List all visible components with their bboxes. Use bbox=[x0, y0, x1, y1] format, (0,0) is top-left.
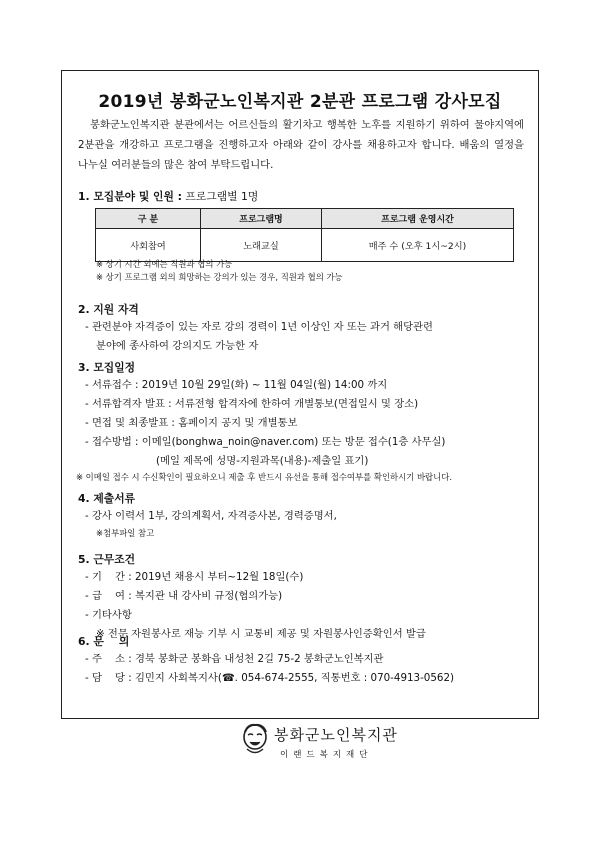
text-line: - 관련분야 자격증이 있는 자로 강의 경력이 1년 이상인 자 또는 과거 해당관련 bbox=[85, 321, 433, 333]
text-line: - 기타사항 bbox=[85, 609, 132, 621]
section-qualification bbox=[78, 302, 518, 356]
section-1-heading-label: 1. 모집분야 및 인원 : bbox=[78, 190, 182, 203]
table-cell: 매주 수 (오후 1시~2시) bbox=[322, 229, 514, 262]
recruitment-table bbox=[95, 208, 514, 262]
text-line: - 접수방법 : 이메일(bonghwa_noin@naver.com) 또는 방문 접수(1층 사무실) bbox=[85, 436, 446, 448]
section-1-heading bbox=[78, 189, 518, 205]
organization-name: 봉화군노인복지관 bbox=[274, 726, 398, 744]
text-line: - 급 여 : 복지관 내 강사비 규정(협의가능) bbox=[85, 590, 283, 602]
page-title: 2019년 봉화군노인복지관 2분관 프로그램 강사모집 bbox=[98, 92, 502, 112]
note-line: ※ 이메일 접수 시 수신확인이 필요하오니 제출 후 반드시 유선을 통해 접수여부를 확인하시기 바랍니다. bbox=[76, 472, 452, 482]
section-4-heading: 4. 제출서류 bbox=[78, 492, 136, 505]
section-1-heading-value: 프로그램별 1명 bbox=[181, 190, 259, 203]
intro-paragraph: 봉화군노인복지관 분관에서는 어르신들의 활기차고 행복한 노후를 지원하기 위하여 물야지역에 2분관을 개강하고 프로그램을 진행하고자 아래와 같이 강사를 채용하고자 합니다. 배움의 열정을 나누실 여러분들의 많은 참여 부탁드립니다. bbox=[78, 119, 524, 171]
section-contact bbox=[78, 634, 518, 688]
text-line: - 담 당 : 김민지 사회복지사(☎. 054-674-2555, 직통번호 : 070-4913-0562) bbox=[85, 672, 455, 684]
note-line: ※ 상기 프로그램 외의 희망하는 강의가 있는 경우, 직원과 협의 가능 bbox=[96, 272, 343, 282]
text-line: - 강사 이력서 1부, 강의계획서, 자격증사본, 경력증명서, bbox=[85, 510, 337, 522]
elder-face-icon bbox=[240, 722, 270, 756]
section-1-notes bbox=[78, 258, 518, 284]
table-row bbox=[96, 229, 514, 262]
text-line: 분야에 종사하여 강의지도 가능한 자 bbox=[96, 340, 259, 352]
table-header-row bbox=[96, 209, 514, 229]
text-line: - 서류접수 : 2019년 10월 29일(화) ~ 11월 04일(월) 14:00 까지 bbox=[85, 379, 388, 391]
text-line: - 주 소 : 경북 봉화군 봉화읍 내성천 2길 75-2 봉화군노인복지관 bbox=[85, 653, 384, 665]
section-documents bbox=[78, 491, 518, 540]
section-recruitment bbox=[78, 189, 518, 205]
text-line: ※ 전문 자원봉사로 재능 기부 시 교통비 제공 및 자원봉사인증확인서 발급 bbox=[96, 628, 426, 640]
note-line: ※첨부파일 참고 bbox=[96, 528, 155, 538]
table-cell: 사회참여 bbox=[96, 229, 201, 262]
organization-logo bbox=[240, 722, 400, 762]
table-cell: 노래교실 bbox=[201, 229, 322, 262]
text-line: (메일 제목에 성명-지원과목(내용)-제출일 표기) bbox=[156, 455, 369, 467]
section-conditions bbox=[78, 552, 518, 644]
table-header: 프로그램 운영시간 bbox=[322, 209, 514, 229]
table-header: 프로그램명 bbox=[201, 209, 322, 229]
table-header: 구 분 bbox=[96, 209, 201, 229]
section-3-heading: 3. 모집일정 bbox=[78, 361, 136, 374]
text-line: - 기 간 : 2019년 채용시 부터~12월 18일(수) bbox=[85, 571, 304, 583]
note-line: ※ 상기 시간 외에는 직원과 협의 가능 bbox=[96, 259, 233, 269]
text-line: - 서류합격자 발표 : 서류전형 합격자에 한하여 개별통보(면접일시 및 장소) bbox=[85, 398, 419, 410]
foundation-name: 이랜드복지재단 bbox=[280, 750, 373, 760]
section-6-heading: 6. 문 의 bbox=[78, 635, 130, 648]
section-2-heading: 2. 지원 자격 bbox=[78, 303, 139, 316]
text-line: - 면접 및 최종발표 : 홈페이지 공지 및 개별통보 bbox=[85, 417, 298, 429]
section-5-heading: 5. 근무조건 bbox=[78, 553, 136, 566]
section-schedule bbox=[78, 360, 518, 484]
